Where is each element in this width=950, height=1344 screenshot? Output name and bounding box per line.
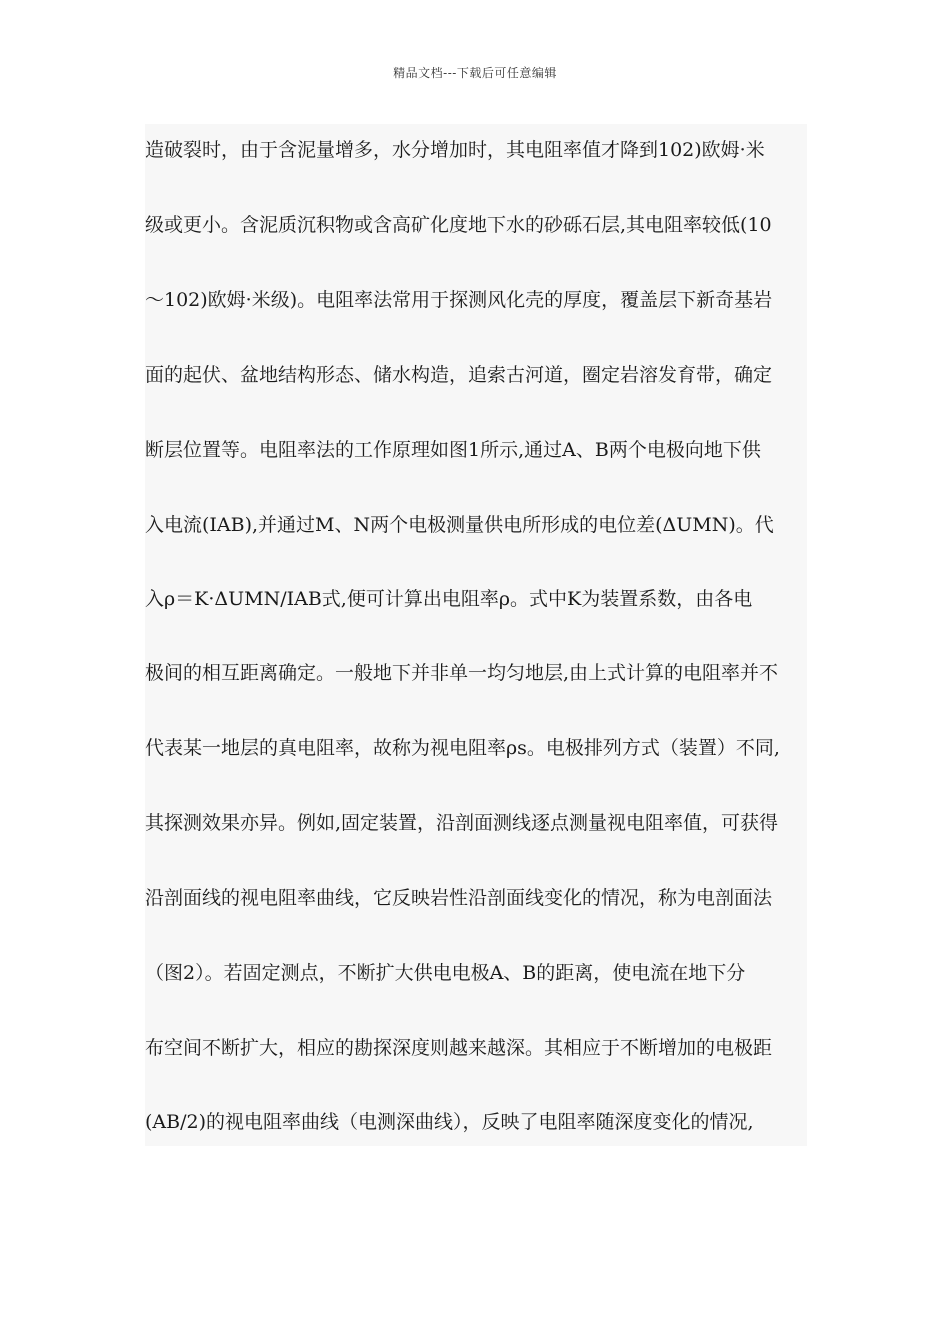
text-line: 入电流(IAB),并通过M、N两个电极测量供电所形成的电位差(ΔUMN)。代 [145, 514, 774, 536]
text-line: 造破裂时，由于含泥量增多，水分增加时，其电阻率值才降到102)欧姆·米 [145, 139, 765, 161]
document-body [145, 124, 807, 1146]
text-line: ～102)欧姆·米级)。电阻率法常用于探测风化壳的厚度，覆盖层下新奇基岩 [145, 289, 773, 311]
text-line: 级或更小。含泥质沉积物或含高矿化度地下水的砂砾石层,其电阻率较低(10 [145, 214, 772, 236]
text-line: （图2）。若固定测点，不断扩大供电电极A、B的距离，使电流在地下分 [145, 962, 746, 984]
text-line: (AB/2)的视电阻率曲线（电测深曲线），反映了电阻率随深度变化的情况, [145, 1111, 754, 1133]
text-line: 布空间不断扩大，相应的勘探深度则越来越深。其相应于不断增加的电极距 [145, 1037, 773, 1059]
text-line: 面的起伏、盆地结构形态、储水构造，追索古河道，圈定岩溶发育带，确定 [145, 364, 773, 386]
text-line: 代表某一地层的真电阻率，故称为视电阻率ρs。电极排列方式（装置）不同, [145, 737, 780, 759]
text-line: 沿剖面线的视电阻率曲线，它反映岩性沿剖面线变化的情况，称为电剖面法 [145, 887, 773, 909]
text-line: 断层位置等。电阻率法的工作原理如图1所示,通过A、B两个电极向地下供 [145, 439, 761, 461]
text-line: 入ρ＝K·ΔUMN/IAB式,便可计算出电阻率ρ。式中K为装置系数，由各电 [145, 588, 753, 610]
page-header: 精品文档---下载后可任意编辑 [393, 66, 557, 80]
text-line: 极间的相互距离确定。一般地下并非单一均匀地层,由上式计算的电阻率并不 [145, 662, 779, 684]
text-line: 其探测效果亦异。例如,固定装置，沿剖面测线逐点测量视电阻率值，可获得 [145, 812, 779, 834]
